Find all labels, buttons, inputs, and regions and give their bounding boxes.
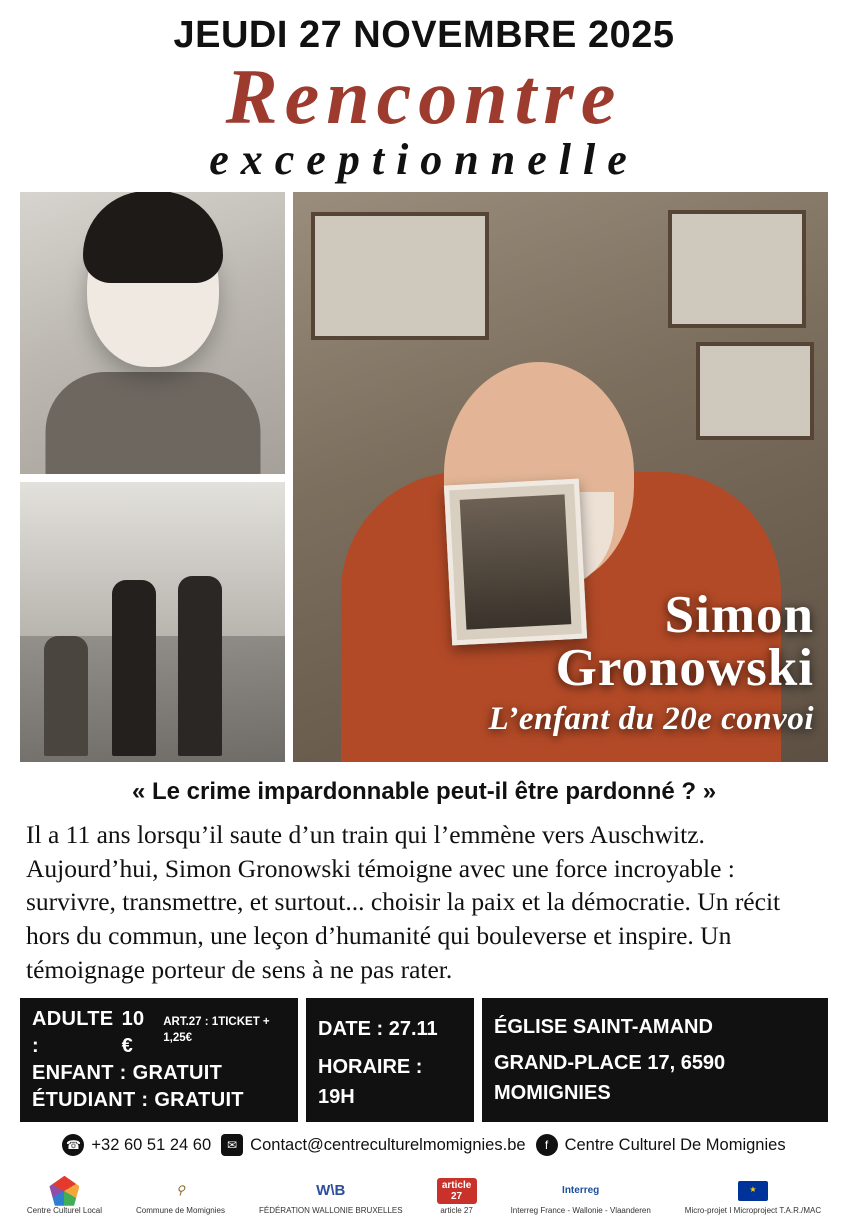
logo-centre-culturel <box>27 1177 102 1216</box>
price-value-enfant: GRATUIT <box>132 1062 223 1085</box>
contact-facebook[interactable] <box>536 1134 786 1156</box>
speaker-last-name: Gronowski <box>555 638 814 697</box>
event-description: Il a 11 ans lorsqu’il saute d’un train qui l’emmène vers Auschwitz. Aujourd’hui, Simon Gronowski témoigne avec une force incroyable : survivre, transmettre, et surtout... choisir la paix et la démocratie. Un récit hors du commun, une leçon d’humanité qui bouleverse et inspire. Un témoignage porteur de sens à ne pas rater. <box>26 819 781 984</box>
event-date-line: JEUDI 27 NOVEMBRE 2025 <box>173 14 675 56</box>
email-icon: ✉ <box>221 1134 243 1156</box>
price-row-adulte <box>32 1006 286 1060</box>
fwb-icon: W\B <box>316 1181 346 1199</box>
eu-flag-icon: ★ <box>733 1177 773 1205</box>
price-label-enfant: ENFANT : <box>32 1062 127 1085</box>
logo-commune-label: Commune de Momignies <box>136 1205 225 1215</box>
coat-of-arms-icon: ⚲ <box>176 1183 185 1198</box>
info-bar <box>20 998 828 1122</box>
contact-phone[interactable] <box>62 1134 211 1156</box>
facebook-icon: f <box>536 1134 558 1156</box>
contact-email-value: Contact@centreculturelmomignies.be <box>250 1135 526 1154</box>
price-label-adulte: ADULTE : <box>32 1008 114 1058</box>
date-time-box <box>306 998 474 1122</box>
contact-phone-value: +32 60 51 24 60 <box>91 1135 212 1154</box>
prices-box <box>20 998 298 1122</box>
price-row-enfant <box>32 1060 286 1087</box>
photo-column-left <box>20 192 285 762</box>
logo-interreg-label: Interreg France - Wallonie - Vlaanderen <box>510 1205 651 1215</box>
wall-picture-frame <box>696 342 814 440</box>
logo-federation-wallonie-bruxelles <box>259 1177 403 1216</box>
venue-box <box>482 998 828 1122</box>
venue-name: ÉGLISE SAINT-AMAND <box>494 1016 713 1039</box>
wall-picture-frame <box>311 212 489 340</box>
logo-interreg <box>511 1177 651 1216</box>
street-figure-woman <box>112 580 156 756</box>
contact-bar <box>20 1134 828 1156</box>
boy-hair-shape <box>83 192 223 283</box>
poster-title-sub: exceptionnelle <box>209 134 639 184</box>
article27-icon: article 27 <box>437 1177 477 1205</box>
speaker-name-block <box>488 585 814 738</box>
logo-tarmac-label: Micro-projet I Microproject T.A.R./MAC <box>684 1205 822 1215</box>
boy-body-shape <box>45 372 260 474</box>
logo-centre-culturel-label: Centre Culturel Local <box>26 1205 103 1215</box>
event-time-value: HORAIRE : 19H <box>318 1056 423 1109</box>
speaker-subtitle: L’enfant du 20e convoi <box>488 700 814 737</box>
price-row-etudiant <box>32 1087 286 1114</box>
logo-article27-label: article 27 <box>440 1205 473 1215</box>
young-boy-portrait <box>20 192 285 474</box>
speaker-first-name: Simon <box>664 585 814 644</box>
event-quote: « Le crime impardonnable peut-il être pardonné ? » <box>131 777 717 805</box>
photo-collage <box>20 192 828 762</box>
price-note-art27: ART.27 : 1TICKET + 1,25€ <box>163 1016 270 1044</box>
phone-icon: ☎ <box>62 1134 84 1156</box>
logo-tarmac <box>685 1177 821 1216</box>
simon-gronowski-portrait <box>293 192 828 762</box>
logo-commune-momignies <box>136 1177 225 1216</box>
family-street-photo <box>20 482 285 762</box>
poster-title-main: Rencontre <box>225 52 623 140</box>
kaleidoscope-icon <box>44 1177 84 1205</box>
street-figure-child <box>44 636 88 756</box>
venue-address: GRAND-PLACE 17, 6590 MOMIGNIES <box>494 1052 726 1105</box>
contact-facebook-value: Centre Culturel De Momignies <box>564 1135 786 1154</box>
price-label-etudiant: ÉTUDIANT : <box>32 1089 149 1112</box>
event-date-value: DATE : 27.11 <box>318 1018 438 1041</box>
partner-logos <box>20 1168 828 1224</box>
price-value-etudiant: GRATUIT <box>154 1089 244 1112</box>
logo-fwb-label: FÉDÉRATION WALLONIE BRUXELLES <box>258 1205 403 1215</box>
wall-picture-frame <box>668 210 806 328</box>
interreg-icon: Interreg <box>562 1185 600 1197</box>
contact-email[interactable] <box>221 1134 525 1156</box>
street-figure-man <box>178 576 222 756</box>
price-value-adulte: 10 € <box>121 1008 145 1058</box>
logo-article-27 <box>437 1177 477 1216</box>
